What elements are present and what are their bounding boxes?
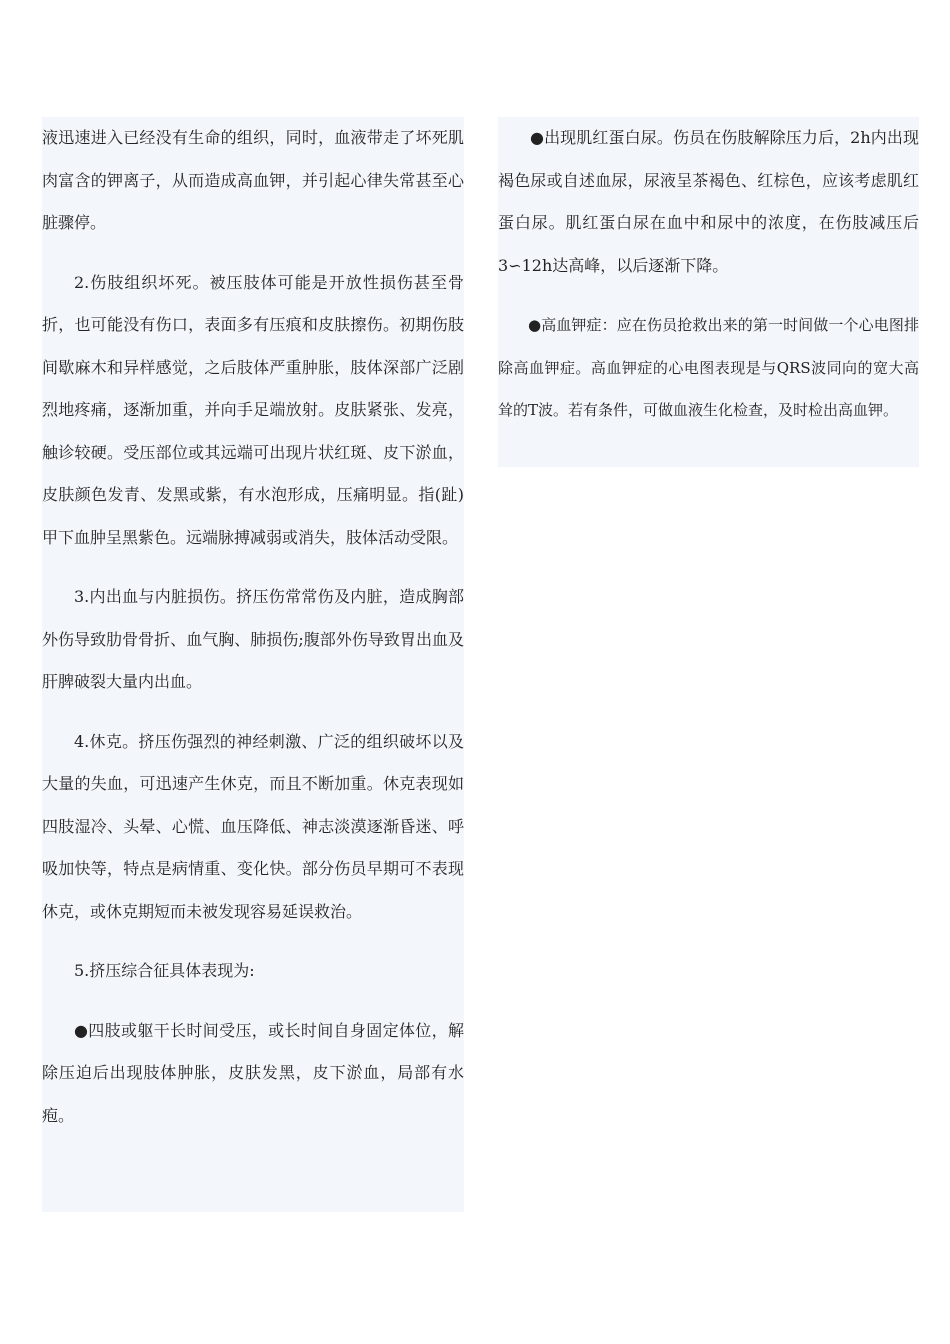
left-text-column	[42, 117, 464, 1212]
paragraph-bullet-hyperkalemia: ●高血钾症：应在伤员抢救出来的第一时间做一个心电图排除高血钾症。高血钾症的心电图表现是与QRS波同向的宽大高耸的T波。若有条件，可做血液生化检查，及时检出高血钾。	[498, 316, 919, 419]
paragraph-internal-bleeding: 3.内出血与内脏损伤。挤压伤常常伤及内脏，造成胸部外伤导致肋骨骨折、血气胸、肺损伤;腹部外伤导致胃出血及肝脾破裂大量内出血。	[42, 587, 464, 691]
paragraph-crush-syndrome-heading: 5.挤压综合征具体表现为:	[74, 961, 255, 980]
paragraph-limb-necrosis: 2.伤肢组织坏死。被压肢体可能是开放性损伤甚至骨折，也可能没有伤口，表面多有压痕和皮肤擦伤。初期伤肢间歇麻木和异样感觉，之后肢体严重肿胀，肢体深部广泛剧烈地疼痛，逐渐加重，并向手足端放射。皮肤紧张、发亮，触诊较硬。受压部位或其远端可出现片状红斑、皮下淤血，皮肤颜色发青、发黑或紫，有水泡形成，压痛明显。指(趾)甲下血肿呈黑紫色。远端脉搏减弱或消失，肢体活动受限。	[42, 272, 464, 547]
paragraph-continuation: 液迅速进入已经没有生命的组织，同时，血液带走了坏死肌肉富含的钾离子，从而造成高血钾，并引起心律失常甚至心脏骤停。	[42, 128, 464, 232]
paragraph-bullet-limb-swelling: ●四肢或躯干长时间受压，或长时间自身固定体位，解除压迫后出现肢体肿胀，皮肤发黑，皮下淤血，局部有水疱。	[42, 1020, 464, 1125]
right-text-column	[498, 117, 919, 467]
paragraph-shock: 4.休克。挤压伤强烈的神经刺激、广泛的组织破坏以及大量的失血，可迅速产生休克，而且不断加重。休克表现如四肢湿冷、头晕、心慌、血压降低、神志淡漠逐渐昏迷、呼吸加快等，特点是病情重、变化快。部分伤员早期可不表现休克，或休克期短而未被发现容易延误救治。	[42, 731, 464, 921]
paragraph-bullet-myoglobinuria: ●出现肌红蛋白尿。伤员在伤肢解除压力后，2h内出现褐色尿或自述血尿，尿液呈茶褐色、红棕色，应该考虑肌红蛋白尿。肌红蛋白尿在血中和尿中的浓度，在伤肢减压后3∽12h达高峰，以后逐渐下降。	[498, 128, 919, 275]
